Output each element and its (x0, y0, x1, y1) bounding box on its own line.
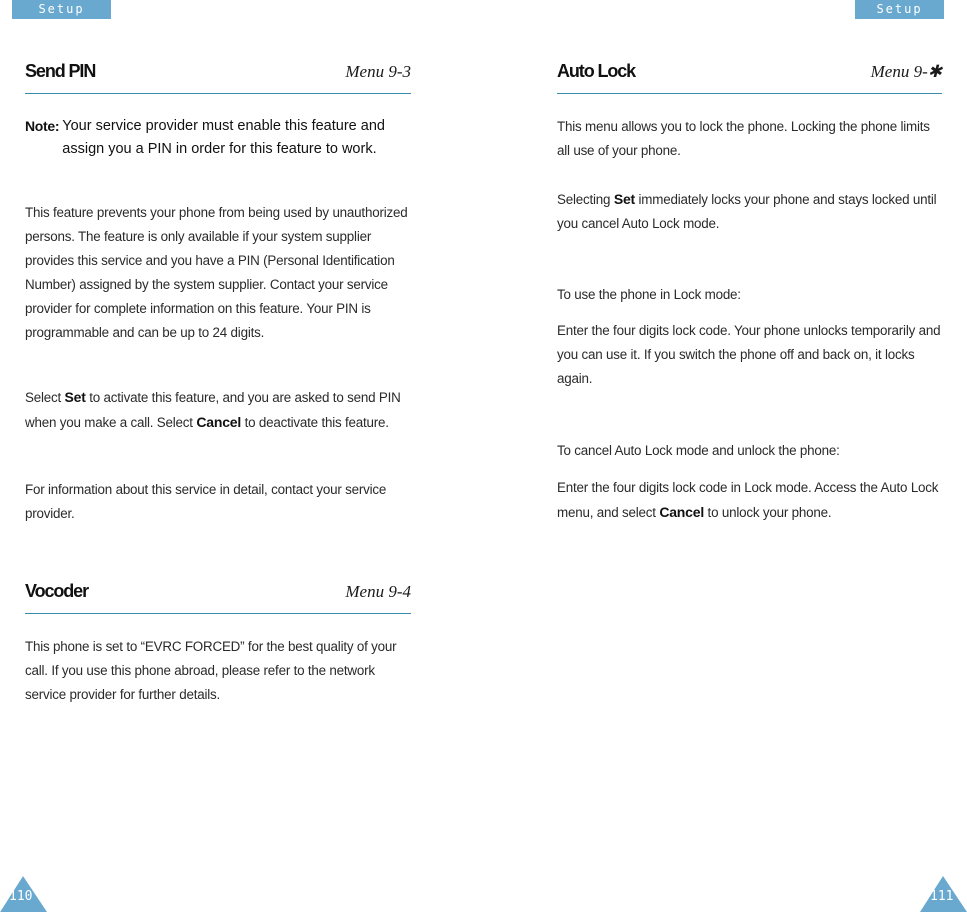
send-pin-menu-number: Menu 9-3 (345, 62, 411, 81)
send-pin-title: Send PIN (25, 61, 96, 81)
send-pin-paragraph-1: This feature prevents your phone from being used by unauthorized persons. The feature is only available if your system supplier provides this service and you have a PIN (Personal Identification Number) assigned by the system supplier. Contact your service provider for complete information on this feature. Your PIN is programmable and can be up to 24 digits. (25, 205, 408, 340)
vocoder-header (25, 581, 411, 614)
auto-lock-menu-number: Menu 9-✱ (870, 62, 942, 81)
send-pin-paragraph-2: Select Set to activate this feature, and you are asked to send PIN when you make a call. Select Cancel to deactivate this feature. (25, 389, 401, 430)
auto-lock-paragraph-2: Selecting Set immediately locks your phone and stays locked until you cancel Auto Lock mode. (557, 191, 937, 231)
auto-lock-paragraph-5: To cancel Auto Lock mode and unlock the phone: (557, 443, 840, 458)
page-number-left (0, 876, 50, 912)
vocoder-paragraph: This phone is set to “EVRC FORCED” for the best quality of your call. If you use this phone abroad, please refer to the network service provider for further details. (25, 639, 397, 702)
send-pin-section (25, 61, 411, 94)
note-text: Your service provider must enable this feature and assign you a PIN in order for this feature to work. (62, 118, 385, 157)
auto-lock-title: Auto Lock (557, 61, 636, 81)
vocoder-section (25, 581, 411, 614)
page-number-right-text: 111 (930, 889, 954, 904)
section-tab-right: Setup (855, 0, 944, 19)
cancel-keyword: Cancel (659, 504, 705, 520)
set-keyword: Set (613, 191, 635, 207)
page-number-right (918, 876, 967, 912)
auto-lock-section (557, 61, 942, 94)
auto-lock-paragraph-6: Enter the four digits lock code in Lock mode. Access the Auto Lock menu, and select Cancel to unlock your phone. (557, 480, 939, 520)
auto-lock-paragraph-1: This menu allows you to lock the phone. Locking the phone limits all use of your phone. (557, 119, 930, 158)
note-label: Note: (25, 118, 60, 134)
auto-lock-header (557, 61, 942, 94)
auto-lock-paragraph-4: Enter the four digits lock code. Your phone unlocks temporarily and you can use it. If you switch the phone off and back on, it locks again. (557, 323, 941, 386)
section-tab-left: Setup (12, 0, 111, 19)
send-pin-note (25, 115, 411, 161)
send-pin-paragraph-3: For information about this service in detail, contact your service provider. (25, 482, 387, 521)
vocoder-menu-number: Menu 9-4 (345, 582, 411, 601)
vocoder-title: Vocoder (25, 581, 88, 601)
cancel-keyword: Cancel (196, 414, 242, 430)
set-keyword: Set (64, 389, 86, 405)
page-number-left-text: 110 (9, 889, 33, 904)
auto-lock-paragraph-3: To use the phone in Lock mode: (557, 287, 741, 302)
send-pin-header (25, 61, 411, 94)
